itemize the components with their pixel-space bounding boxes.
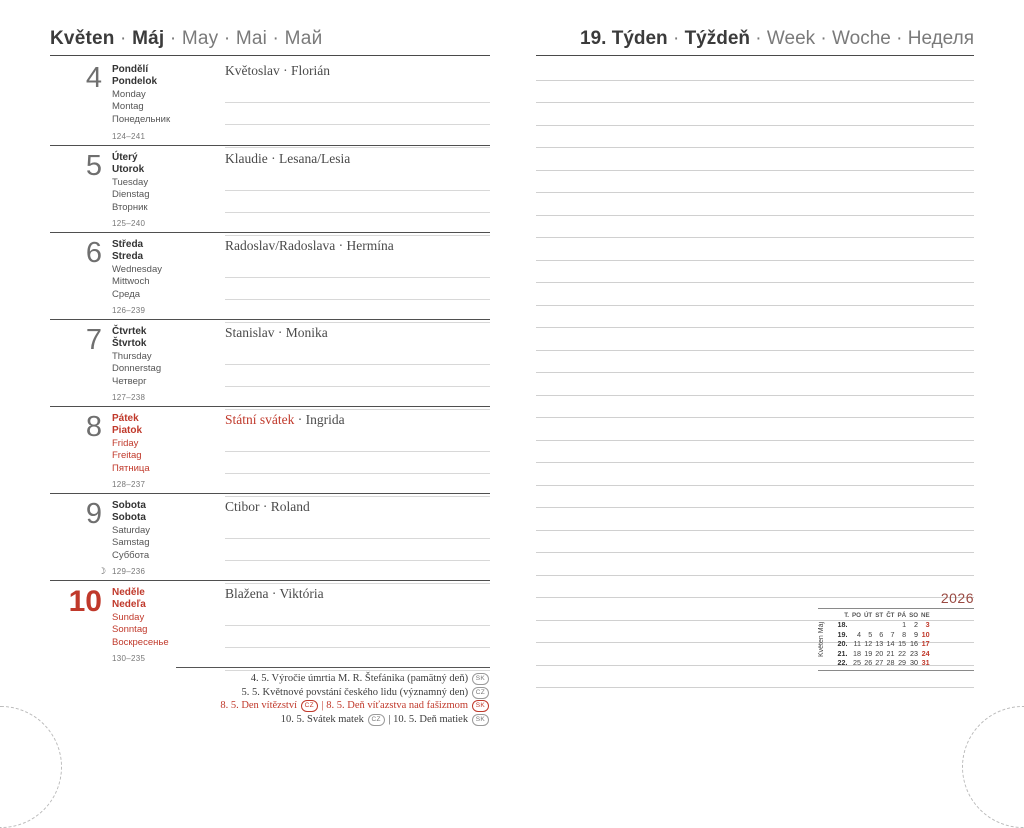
writing-lines[interactable]: [225, 429, 490, 497]
mini-day[interactable]: [862, 620, 873, 629]
day-name-ru: Воскресенье: [112, 636, 169, 648]
sep-5: ·: [667, 28, 685, 49]
holiday-text: 4. 5. Výročie úmrtia M. R. Štefánika (pamätný deň): [250, 673, 469, 684]
mini-day[interactable]: 21: [886, 648, 895, 658]
holiday-text-2: 8. 5. Deň víťazstva nad fašizmom: [326, 700, 469, 712]
country-tag-cz: CZ: [368, 714, 385, 726]
mini-day[interactable]: 18: [852, 648, 861, 658]
mini-head-mon: PO: [852, 612, 861, 619]
mini-day[interactable]: 27: [875, 658, 884, 668]
mini-day[interactable]: 31: [921, 658, 930, 668]
note-line[interactable]: [536, 486, 974, 509]
week-header: [580, 28, 974, 50]
page-corner-arc-left: [0, 706, 62, 828]
day-name-de: Freitag: [112, 450, 142, 462]
note-line[interactable]: [536, 103, 974, 126]
day-name-de: Sonntag: [112, 624, 148, 636]
mini-day[interactable]: 10: [921, 629, 930, 639]
nameday-text: Květoslav · Florián: [225, 63, 330, 78]
day-name-sk: Pondelok: [112, 76, 158, 88]
day-name-sk: Nedeľa: [112, 599, 146, 611]
day-number: 6: [85, 237, 102, 269]
day-name-de: Samstag: [112, 537, 150, 549]
day-ordinal: 126–239: [112, 306, 146, 315]
day-name-en: Wednesday: [112, 263, 162, 275]
note-line[interactable]: [536, 373, 974, 396]
country-tag-sk: SK: [472, 700, 489, 712]
day-ordinal: 129–236: [112, 567, 146, 576]
writing-lines[interactable]: [225, 603, 490, 671]
country-tag-cz: CZ: [301, 700, 318, 712]
writing-line[interactable]: [225, 603, 490, 626]
nameday-text: Ctibor · Roland: [225, 499, 310, 514]
country-tag-cz: CZ: [472, 687, 489, 699]
day-name-ru: Понедельник: [112, 113, 171, 125]
writing-line[interactable]: [225, 516, 490, 539]
day-name-de: Mittwoch: [112, 276, 150, 288]
writing-line[interactable]: [225, 255, 490, 278]
mini-day[interactable]: 17: [921, 639, 930, 649]
page-corner-arc-right: [962, 706, 1024, 828]
day-names: [112, 239, 174, 301]
holiday-label: Státní svátek: [225, 412, 295, 427]
day-name-cs: Pátek: [112, 413, 139, 424]
mini-calendar-row: [836, 649, 931, 658]
writing-lines[interactable]: [225, 80, 490, 148]
day-name-ru: Суббота: [112, 549, 150, 561]
sep-3: ·: [218, 28, 236, 49]
note-line[interactable]: [536, 283, 974, 306]
day-name-cs: Čtvrtek: [112, 326, 147, 337]
mini-day[interactable]: 14: [886, 639, 895, 649]
month-label-en: May: [181, 28, 219, 49]
note-line[interactable]: [536, 396, 974, 419]
mini-day[interactable]: 7: [890, 629, 895, 639]
day-name-sk: Štvrtok: [112, 338, 147, 350]
day-names: [112, 500, 174, 562]
writing-line[interactable]: [225, 168, 490, 191]
mini-day[interactable]: 16: [910, 639, 919, 649]
note-line[interactable]: [536, 216, 974, 239]
note-line[interactable]: [536, 238, 974, 261]
writing-line[interactable]: [225, 365, 490, 388]
nameday-text: Radoslav/Radoslava · Hermína: [225, 238, 394, 253]
mini-calendar-row: [836, 620, 931, 629]
writing-lines[interactable]: [225, 516, 490, 584]
mini-day[interactable]: 25: [852, 658, 861, 668]
day-number: 10: [68, 585, 102, 618]
day-name-cs: Pondělí: [112, 64, 149, 75]
mini-day[interactable]: 15: [898, 639, 907, 649]
day-name-en: Sunday: [112, 611, 145, 623]
mini-week-number: 19.: [837, 629, 848, 639]
day-names: [112, 326, 174, 388]
day-name-de: Dienstag: [112, 189, 150, 201]
day-name-cs: Sobota: [112, 500, 146, 511]
mini-week-number: 22.: [837, 658, 848, 668]
holiday-text: 8. 5. Den vítězství: [220, 700, 298, 712]
holiday-line: [176, 672, 490, 686]
mini-week-number: 21.: [837, 648, 848, 658]
week-label-en: Week: [766, 28, 816, 49]
day-number: 7: [85, 324, 102, 356]
nameday-text: [225, 412, 490, 428]
day-row[interactable]: [50, 580, 490, 667]
mini-calendar-header-row: [836, 611, 931, 620]
day-ordinal: 128–237: [112, 480, 146, 489]
day-row[interactable]: [50, 58, 490, 145]
nameday-text: Stanislav · Monika: [225, 325, 328, 340]
nameday-text: Blažena · Viktória: [225, 586, 324, 601]
day-list-bottom-rule: [176, 667, 490, 668]
day-number: 5: [85, 150, 102, 182]
mini-month-sk: Máj: [818, 621, 825, 633]
holiday-notes: [176, 672, 490, 726]
mini-day[interactable]: 4: [856, 629, 861, 639]
day-number: 4: [85, 62, 102, 94]
writing-lines[interactable]: [225, 255, 490, 323]
month-label-cs: Květen: [50, 28, 115, 49]
mini-head-sat: SO: [909, 612, 919, 619]
writing-line[interactable]: [225, 80, 490, 103]
week-label-ru: Неделя: [907, 28, 974, 49]
note-line[interactable]: [536, 328, 974, 351]
day-row[interactable]: [50, 232, 490, 319]
note-line[interactable]: [536, 148, 974, 171]
mini-head-tue: ÚT: [863, 612, 873, 619]
sep-2: ·: [164, 28, 182, 49]
mini-calendar-year: 2026: [940, 590, 974, 606]
mini-day[interactable]: 24: [921, 648, 930, 658]
note-line[interactable]: [536, 418, 974, 441]
writing-line[interactable]: [225, 429, 490, 452]
day-row[interactable]: [50, 145, 490, 232]
day-name-en: Tuesday: [112, 176, 149, 188]
day-name-de: Montag: [112, 101, 144, 113]
mini-day[interactable]: 22: [898, 648, 907, 658]
mini-calendar-table: [836, 611, 931, 667]
writing-lines[interactable]: [225, 168, 490, 236]
holiday-text: 5. 5. Květnové povstání českého lidu (významný den): [241, 686, 469, 698]
note-line[interactable]: [536, 531, 974, 554]
writing-line[interactable]: [225, 278, 490, 301]
mini-day[interactable]: 2: [914, 620, 919, 630]
day-ordinal: 127–238: [112, 393, 146, 402]
day-ordinal: 124–241: [112, 132, 146, 141]
mini-head-sun: NE: [921, 612, 930, 619]
day-names: [112, 64, 174, 126]
note-line[interactable]: [536, 463, 974, 486]
mini-day[interactable]: 6: [879, 629, 884, 639]
note-line[interactable]: [536, 193, 974, 216]
country-tag-sk: SK: [472, 673, 489, 685]
mini-day[interactable]: 28: [886, 658, 895, 668]
week-label-cs: 19. Týden: [580, 28, 668, 49]
country-tag-sk: SK: [472, 714, 489, 726]
sep-8: ·: [890, 28, 908, 49]
holiday-separator: |: [321, 700, 327, 712]
day-name-sk: Sobota: [112, 512, 146, 524]
day-name-cs: Neděle: [112, 587, 145, 598]
day-name-ru: Среда: [112, 288, 141, 300]
day-ordinal: 130–235: [112, 654, 146, 663]
mini-head-wed: ST: [875, 612, 884, 619]
holiday-line: [176, 699, 490, 713]
mini-head-thu: ČT: [886, 612, 895, 619]
mini-head-fri: PÁ: [897, 612, 907, 619]
mini-day[interactable]: 1: [902, 620, 907, 630]
header-rule-left: [50, 55, 490, 56]
day-ordinal: 125–240: [112, 219, 146, 228]
mini-day[interactable]: 19: [864, 648, 873, 658]
month-label-de: Mai: [235, 28, 268, 49]
day-name-cs: Úterý: [112, 152, 138, 163]
mini-calendar-row: [836, 658, 931, 667]
month-label-sk: Máj: [132, 28, 165, 49]
note-line[interactable]: [536, 508, 974, 531]
note-line[interactable]: [536, 441, 974, 464]
day-name-de: Donnerstag: [112, 363, 162, 375]
sep-6: ·: [750, 28, 767, 49]
mini-calendar-body: [818, 608, 974, 671]
mini-day[interactable]: 8: [902, 629, 907, 639]
writing-line[interactable]: [225, 342, 490, 365]
mini-day[interactable]: 5: [868, 629, 873, 639]
month-label-ru: Май: [284, 28, 323, 49]
day-name-en: Monday: [112, 88, 146, 100]
day-name-cs: Středa: [112, 239, 144, 250]
day-name-sk: Piatok: [112, 425, 143, 437]
day-names: [112, 413, 174, 475]
note-line[interactable]: [536, 58, 974, 81]
mini-calendar[interactable]: [818, 590, 974, 671]
note-line[interactable]: [536, 81, 974, 104]
day-name-en: Saturday: [112, 524, 151, 536]
month-header: [50, 28, 490, 50]
mini-head-week: T.: [844, 612, 849, 619]
writing-line[interactable]: [225, 103, 490, 126]
holiday-line: [176, 686, 490, 700]
mini-day[interactable]: 20: [875, 648, 884, 658]
day-row[interactable]: [50, 493, 490, 580]
writing-line[interactable]: [225, 626, 490, 649]
mini-calendar-month-label: [818, 613, 834, 665]
day-name-sk: Utorok: [112, 164, 145, 176]
day-number: 9: [85, 498, 102, 530]
day-list: [50, 58, 490, 667]
note-line[interactable]: [536, 553, 974, 576]
mini-day[interactable]: 9: [914, 629, 919, 639]
day-names: [112, 587, 174, 649]
mini-week-number: 20.: [837, 639, 848, 649]
note-line[interactable]: [536, 306, 974, 329]
note-line[interactable]: [536, 351, 974, 374]
mini-calendar-row: [836, 639, 931, 648]
mini-day[interactable]: [874, 620, 885, 629]
holiday-text: 10. 5. Svátek matek: [280, 713, 364, 725]
holiday-line: [176, 713, 490, 727]
week-label-sk: Týždeň: [684, 28, 751, 49]
writing-line[interactable]: [225, 452, 490, 475]
day-row[interactable]: [50, 319, 490, 406]
moon-phase-icon: ☽: [98, 566, 107, 576]
writing-line[interactable]: [225, 191, 490, 214]
mini-day[interactable]: 3: [925, 620, 930, 630]
mini-day[interactable]: [851, 620, 863, 629]
day-name-en: Thursday: [112, 350, 152, 362]
day-name-ru: Пятница: [112, 462, 150, 474]
day-number: 8: [85, 411, 102, 443]
writing-lines[interactable]: [225, 342, 490, 410]
day-names: [112, 152, 174, 214]
mini-day[interactable]: 23: [910, 648, 919, 658]
mini-day[interactable]: 30: [910, 658, 919, 668]
holiday-separator: |: [388, 713, 394, 725]
holiday-text-2: 10. 5. Deň matiek: [393, 713, 469, 725]
mini-day[interactable]: 26: [864, 658, 873, 668]
mini-calendar-row: [836, 630, 931, 639]
note-line[interactable]: [536, 261, 974, 284]
mini-day[interactable]: 13: [875, 639, 884, 649]
header-rule-right: [536, 55, 974, 56]
week-label-de: Woche: [832, 28, 891, 49]
mini-month-cs: Květen: [818, 634, 825, 657]
day-name-en: Friday: [112, 437, 139, 449]
sep-4: ·: [267, 28, 285, 49]
note-line[interactable]: [536, 126, 974, 149]
sep-1: ·: [114, 28, 133, 49]
day-row[interactable]: [50, 406, 490, 493]
nameday-rest: · Ingrida: [294, 412, 345, 427]
day-name-sk: Streda: [112, 251, 144, 263]
nameday-text: Klaudie · Lesana/Lesia: [225, 151, 351, 166]
mini-day[interactable]: 11: [853, 639, 861, 649]
mini-day[interactable]: 12: [864, 639, 873, 649]
mini-day[interactable]: 29: [898, 658, 907, 668]
note-line[interactable]: [536, 171, 974, 194]
mini-day[interactable]: [885, 620, 896, 629]
writing-line[interactable]: [225, 539, 490, 562]
day-name-ru: Вторник: [112, 201, 148, 213]
day-name-ru: Четверг: [112, 375, 147, 387]
mini-week-number: 18.: [837, 620, 848, 630]
sep-7: ·: [815, 28, 833, 49]
